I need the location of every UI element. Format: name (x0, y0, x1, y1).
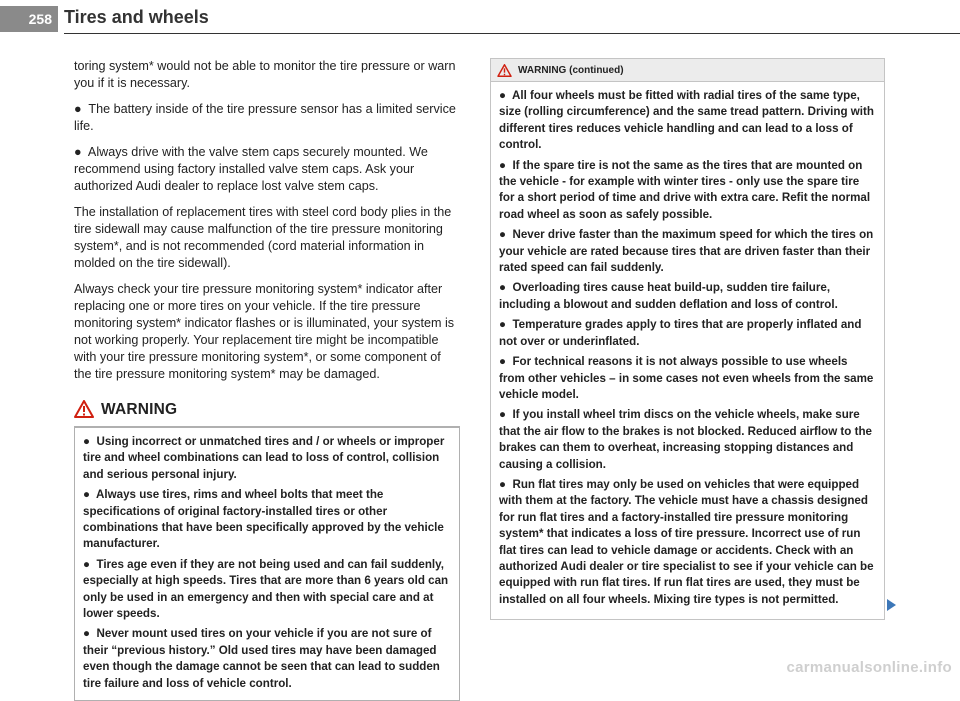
page-header (0, 0, 960, 40)
warning-bullet: ● Overloading tires cause heat build-up, sudden tire failure, including a blowout and sudden deflation and loss of control. (499, 281, 838, 311)
bullet-paragraph: ● Always drive with the valve stem caps securely mounted. We recommend using factory installed valve stem caps. Ask your authorized Audi dealer to replace lost valve stem caps. (74, 145, 428, 193)
warning-continued-header (490, 58, 885, 82)
warning-box (74, 426, 460, 701)
left-column (74, 58, 460, 701)
warning-triangle-icon (497, 64, 512, 77)
header-rule (64, 33, 960, 34)
page-number: 258 (0, 6, 58, 32)
warning-bullet: ● Never drive faster than the maximum speed for which the tires on your vehicle are rated because tires that are driven faster than their rated speed can fail suddenly. (499, 228, 874, 275)
warning-label: WARNING (101, 400, 178, 418)
paragraph: The installation of replacement tires with steel cord body plies in the tire sidewall may cause malfunction of the tire pressure monitoring system*, and is not recommended (cord material information in molded on the tire sidewall). (74, 205, 452, 270)
warning-bullet: ● Run flat tires may only be used on vehicles that were equipped with them at the factory. The vehicle must have a chassis designed for run flat tires and a factory-installed tire pressure monitoring system* that indicates a loss of tire pressure. Incorrect use of run flat tires can lead to vehicle damage or accidents. Check with an authorized Audi dealer or tire specialist to see if your vehicle can be equipped with run flat tires. If run flat tires are used, they must be installed on all four wheels. Mixing tire types is not permitted. (499, 477, 874, 606)
warning-bullet: ● Temperature grades apply to tires that are properly inflated and not over or underinflated. (499, 318, 862, 348)
warning-bullet: ● All four wheels must be fitted with radial tires of the same type, size (rolling circumference) and the same tread pattern. Driving with different tires reduces vehicle handling and can lead to a loss of control. (499, 89, 874, 152)
paragraph: Always check your tire pressure monitoring system* indicator after replacing one or more tires on your vehicle. If the tire pressure monitoring system* indicator flashes or is illuminated, your system is not working properly. Your replacement tire might be incompatible with your tire pressure monitoring system*, or some component of the tire pressure monitoring system* may be damaged. (74, 282, 455, 381)
warning-triangle-icon (74, 400, 94, 418)
section-title: Tires and wheels (64, 7, 209, 27)
warning-bullet: ● Using incorrect or unmatched tires and / or wheels or improper tire and wheel combinations can lead to loss of control, collision and serious personal injury. (83, 435, 445, 481)
warning-bullet: ● If the spare tire is not the same as the tires that are mounted on the vehicle - for example with winter tires - only use the spare tire for a short period of time and drive with extra care. Refit the normal road wheel as soon as safely possible. (499, 158, 871, 221)
warning-continued-box (490, 82, 885, 620)
paragraph: toring system* would not be able to monitor the tire pressure or warn you if it is necessary. (74, 59, 456, 90)
right-column (490, 58, 885, 620)
warning-bullet: ● If you install wheel trim discs on the vehicle wheels, make sure that the air flow to the brakes is not blocked. Reduced airflow to the brakes can them to overheat, increasing stopping distances and causing a collision. (499, 408, 872, 471)
warning-bullet: ● For technical reasons it is not always possible to use wheels from other vehicles – in some cases not even wheels from the same vehicle model. (499, 355, 874, 401)
warning-continued-label: WARNING (continued) (518, 64, 624, 76)
warning-bullet: ● Always use tires, rims and wheel bolts that meet the specifications of original factory-installed tires or other combinations that have been specifically approved by the vehicle manufacturer. (83, 488, 444, 551)
warning-bullet: ● Never mount used tires on your vehicle if you are not sure of their “previous history.” Old used tires may have been damaged even though the damage cannot be seen that can lead to sudden tire failure and loss of vehicle control. (83, 627, 440, 690)
continue-arrow-icon (886, 599, 896, 611)
warning-heading (74, 397, 460, 421)
bullet-paragraph: ● The battery inside of the tire pressure sensor has a limited service life. (74, 102, 456, 133)
watermark: carmanualsonline.info (786, 659, 952, 676)
warning-bullet: ● Tires age even if they are not being used and can fail suddenly, especially at high speeds. Tires that are more than 6 years old can only be used in an emergency and then with special care and at lower speeds. (83, 557, 449, 621)
